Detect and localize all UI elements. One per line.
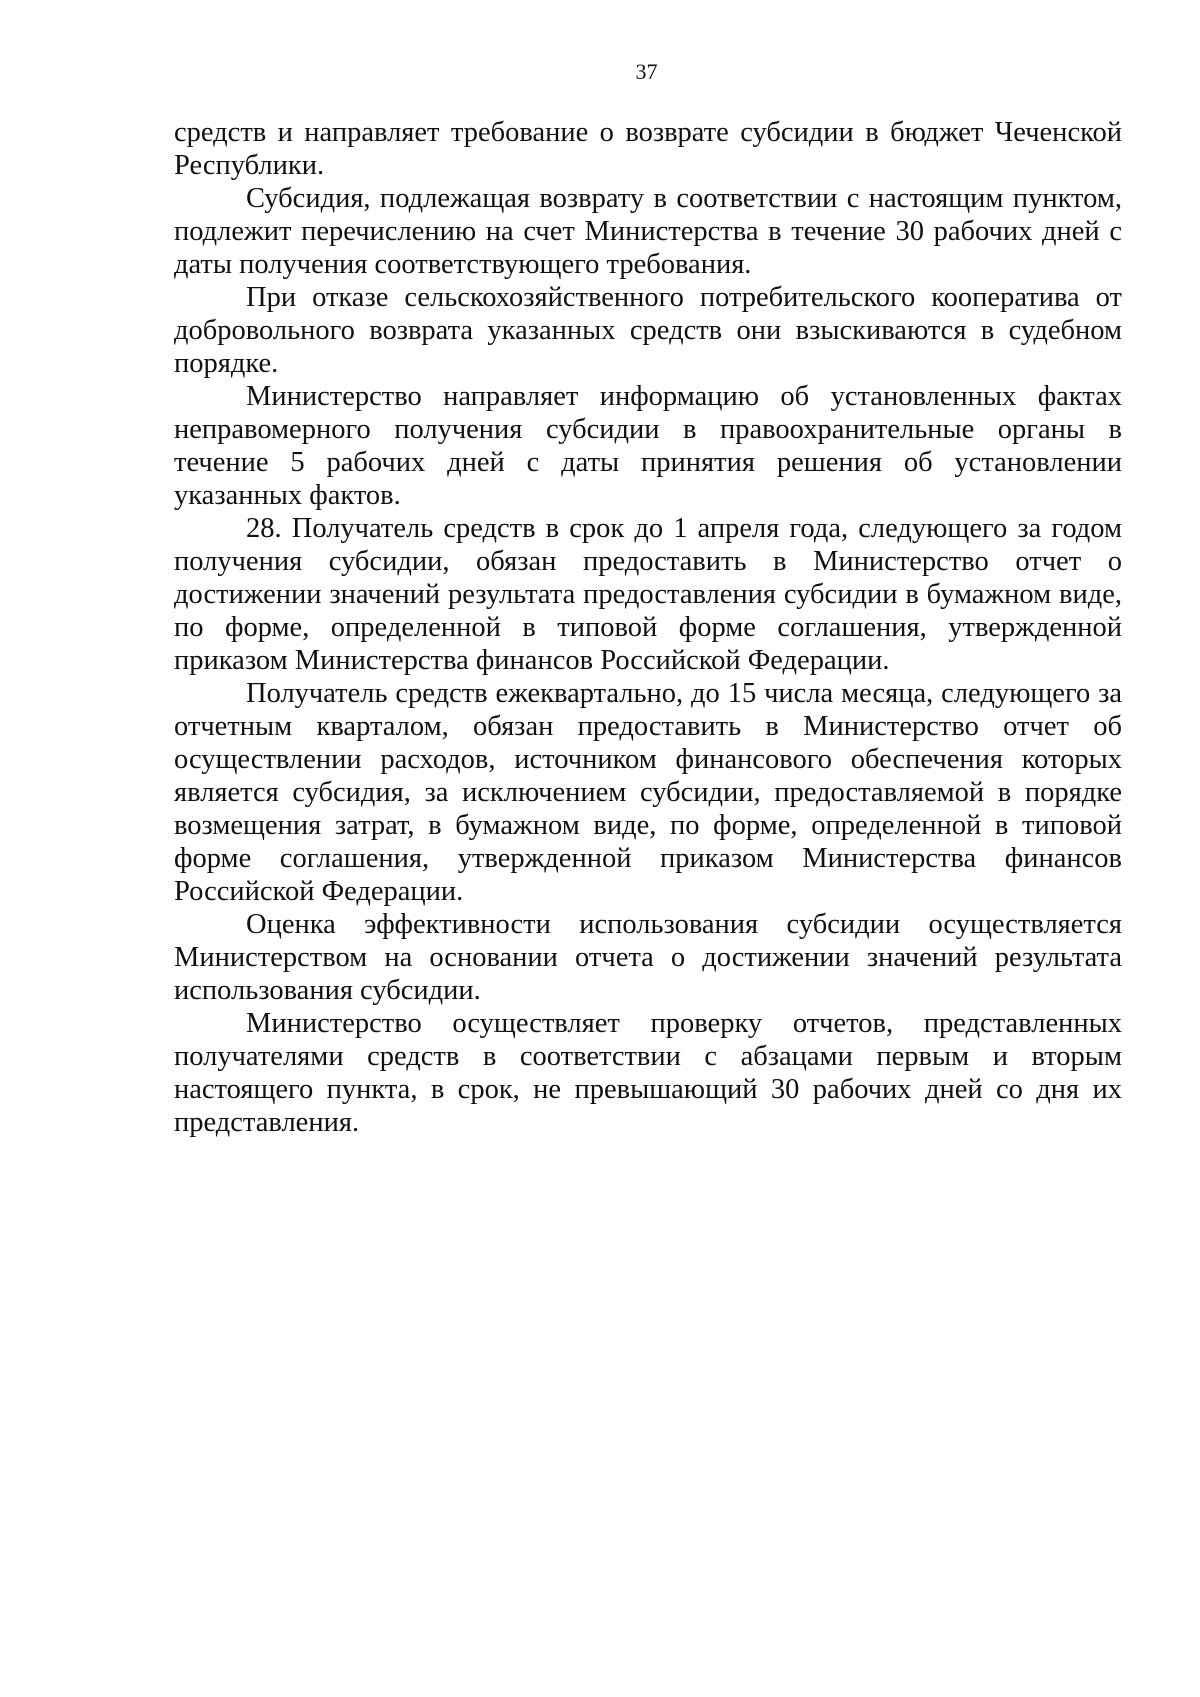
paragraph-efficiency-assessment: Оценка эффективности использования субсидии осуществляется Министерством на основании отчета о достижении значений результата использования субсидии. bbox=[174, 909, 1122, 1006]
paragraph-item-28: 28. Получатель средств в срок до 1 апреля года, следующего за годом получения субсидии, обязан предоставить в Министерство отчет о достижении значений результата предоставления субсидии в бумажном виде, по форме, определенной в типовой форме соглашения, утвержденной приказом Министерства финансов Российской Федерации. bbox=[174, 513, 1122, 676]
paragraph-law-enforcement-info: Министерство направляет информацию об установленных фактах неправомерного получения субсидии в правоохранительные органы в течение 5 рабочих дней с даты принятия решения об установлении указанных фактов. bbox=[174, 381, 1122, 511]
paragraph-quarterly-report: Получатель средств ежеквартально, до 15 числа месяца, следующего за отчетным кварталом, обязан предоставить в Министерство отчет об осуществлении расходов, источником финансового обеспечения которых является субсидия, за исключением субсидии, предоставляемой в порядке возмещения затрат, в бумажном виде, по форме, определенной в типовой форме соглашения, утвержденной приказом Министерства финансов Российской Федерации. bbox=[174, 678, 1122, 907]
paragraph-court-recovery: При отказе сельскохозяйственного потребительского кооператива от добровольного возврата указанных средств они взыскиваются в судебном порядке. bbox=[174, 282, 1122, 379]
paragraph-subsidy-return-transfer: Субсидия, подлежащая возврату в соответствии с настоящим пунктом, подлежит перечислению на счет Министерства в течение 30 рабочих дней с даты получения соответствующего требования. bbox=[174, 183, 1122, 280]
page-number: 37 bbox=[635, 59, 658, 84]
paragraph-report-check: Министерство осуществляет проверку отчетов, представленных получателями средств в соответствии с абзацами первым и вторым настоящего пункта, в срок, не превышающий 30 рабочих дней со дня их представления. bbox=[174, 1008, 1122, 1138]
paragraph-continuation: средств и направляет требование о возврате субсидии в бюджет Чеченской Республики. bbox=[174, 117, 1122, 181]
document-body bbox=[174, 116, 1122, 1139]
